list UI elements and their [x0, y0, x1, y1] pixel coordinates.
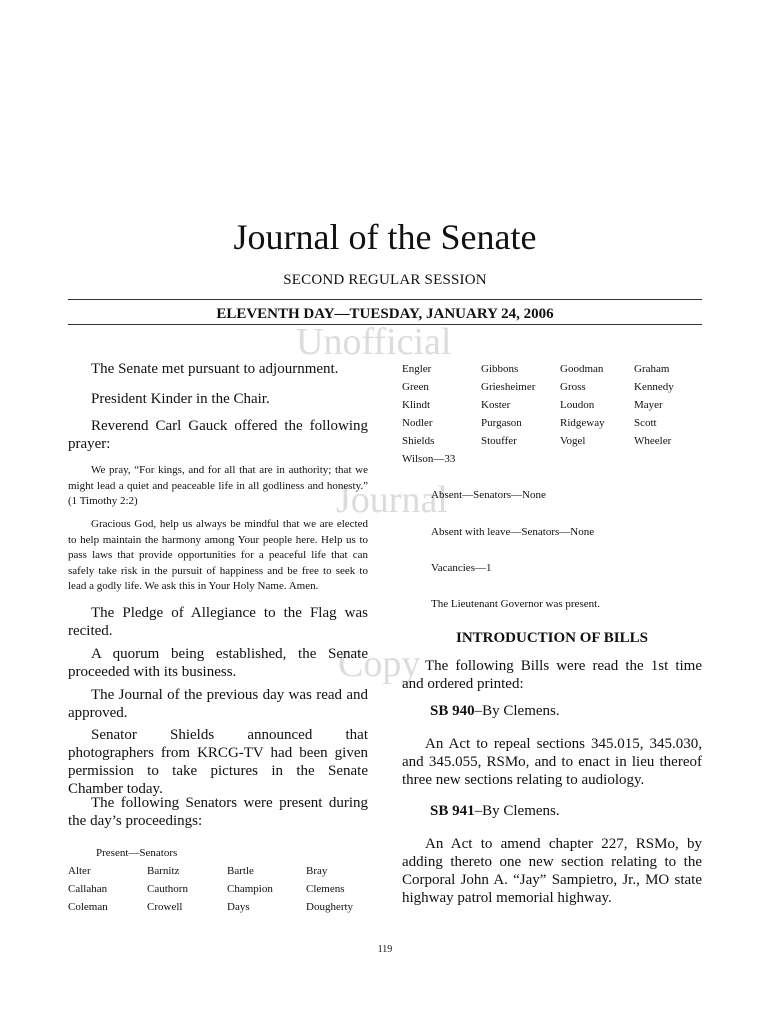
senator-name: Loudon: [560, 399, 595, 411]
senator-name: Gross: [560, 381, 586, 393]
table-row: [402, 414, 702, 432]
watermark-copy: Copy: [338, 643, 421, 685]
introduction-heading: INTRODUCTION OF BILLS: [456, 630, 648, 646]
senator-name: Klindt: [402, 399, 431, 411]
senator-name: Barnitz: [147, 865, 180, 877]
senator-name: Coleman: [68, 901, 108, 913]
photographers-paragraph: Senator Shields announced that photographers from KRCG-TV had been given permission to take pictures in the Senate Chamber today.: [68, 727, 368, 797]
watermark-unofficial: Unofficial: [296, 321, 452, 363]
senator-name: Clemens: [306, 883, 345, 895]
senator-name: Bray: [306, 865, 328, 877]
senator-name: Vogel: [560, 435, 586, 447]
pledge-paragraph: The Pledge of Allegiance to the Flag was recited.: [68, 605, 368, 639]
bill-header: [430, 802, 702, 820]
journal-approved-paragraph: The Journal of the previous day was read and approved.: [68, 687, 368, 721]
bill-header: [430, 702, 702, 720]
senator-name: Koster: [481, 399, 511, 411]
senator-name: Griesheimer: [481, 381, 536, 393]
bill-number: SB 940: [430, 703, 475, 719]
senator-name: Nodler: [402, 417, 433, 429]
introduction-paragraph: The following Bills were read the 1st time and ordered printed:: [402, 658, 702, 692]
senator-name: Gibbons: [481, 363, 519, 375]
present-heading: Present—Senators: [96, 847, 178, 859]
senator-name: Engler: [402, 363, 432, 375]
watermark-journal: Journal: [336, 479, 448, 521]
senator-name: Days: [227, 901, 250, 913]
absent-line: Absent—Senators—None: [431, 489, 546, 501]
senator-name: Cauthorn: [147, 883, 188, 895]
journal-title: Journal of the Senate: [233, 217, 537, 257]
absent-leave-line: Absent with leave—Senators—None: [431, 526, 595, 538]
senator-name: Wheeler: [634, 435, 672, 447]
header-rule-top: [68, 299, 702, 300]
table-row: [402, 378, 702, 396]
prayer-verse: We pray, “For kings, and for all that are in authority; that we might lead a quiet and peaceable life in all godliness and honesty.” (1 Timothy 2:2): [68, 464, 368, 507]
senator-name: Green: [402, 381, 429, 393]
senator-name: Dougherty: [306, 901, 354, 913]
vacancies-line: Vacancies—1: [431, 562, 492, 574]
bill-sponsor: –By Clemens.: [474, 803, 560, 819]
senator-name: Mayer: [634, 399, 663, 411]
quorum-paragraph: A quorum being established, the Senate proceeded with its business.: [68, 646, 368, 680]
senator-name: Crowell: [147, 901, 183, 913]
bill-number: SB 941: [430, 803, 475, 819]
lt-governor-line: The Lieutenant Governor was present.: [431, 598, 600, 610]
present-senators-left: [68, 862, 376, 916]
senator-name: Stouffer: [481, 435, 517, 447]
table-row: [402, 396, 702, 414]
bill-description: An Act to amend chapter 227, RSMo, by adding thereto one new section relating to the Corporal John A. “Jay” Sampietro, Jr., MO state highway patrol memorial highway.: [402, 836, 702, 906]
senator-name: Callahan: [68, 883, 108, 895]
session-label: SECOND REGULAR SESSION: [283, 272, 487, 288]
table-row: [68, 898, 376, 916]
table-row: [68, 862, 376, 880]
senator-name: Ridgeway: [560, 417, 605, 429]
present-senators-right: [402, 360, 702, 468]
senator-name: Champion: [227, 883, 273, 895]
bill-sponsor: –By Clemens.: [474, 703, 560, 719]
senator-total: Wilson—33: [402, 453, 456, 465]
header-rule-bottom: [68, 324, 702, 325]
senator-name: Purgason: [481, 417, 522, 429]
senator-name: Alter: [68, 865, 91, 877]
table-row: [402, 360, 702, 378]
bill-description: An Act to repeal sections 345.015, 345.030, and 345.055, RSMo, and to enact in lieu thereof three new sections relating to audiology.: [402, 736, 702, 788]
senator-name: Bartle: [227, 865, 254, 877]
senator-name: Graham: [634, 363, 670, 375]
senator-name: Kennedy: [634, 381, 674, 393]
senator-name: Scott: [634, 417, 657, 429]
prayer-intro-paragraph: Reverend Carl Gauck offered the following prayer:: [68, 418, 368, 452]
page-number: 119: [377, 944, 393, 955]
table-row: [402, 432, 702, 450]
table-row: [402, 450, 702, 468]
present-intro-paragraph: The following Senators were present during the day’s proceedings:: [68, 795, 368, 829]
table-row: [68, 880, 376, 898]
prayer-text: Gracious God, help us always be mindful that we are elected to help maintain the harmony among Your people here. Help us to pass laws that provide opportunities for a peaceful life that can safely take risk in the pursuit of happiness and be free to seek to lead a godly life. We ask this in Your Holy Name. Amen.: [68, 518, 368, 592]
day-heading: ELEVENTH DAY—TUESDAY, JANUARY 24, 2006: [216, 306, 554, 322]
senator-name: Shields: [402, 435, 435, 447]
chair-paragraph: President Kinder in the Chair.: [91, 391, 270, 407]
senator-name: Goodman: [560, 363, 604, 375]
adjournment-paragraph: The Senate met pursuant to adjournment.: [91, 361, 339, 377]
